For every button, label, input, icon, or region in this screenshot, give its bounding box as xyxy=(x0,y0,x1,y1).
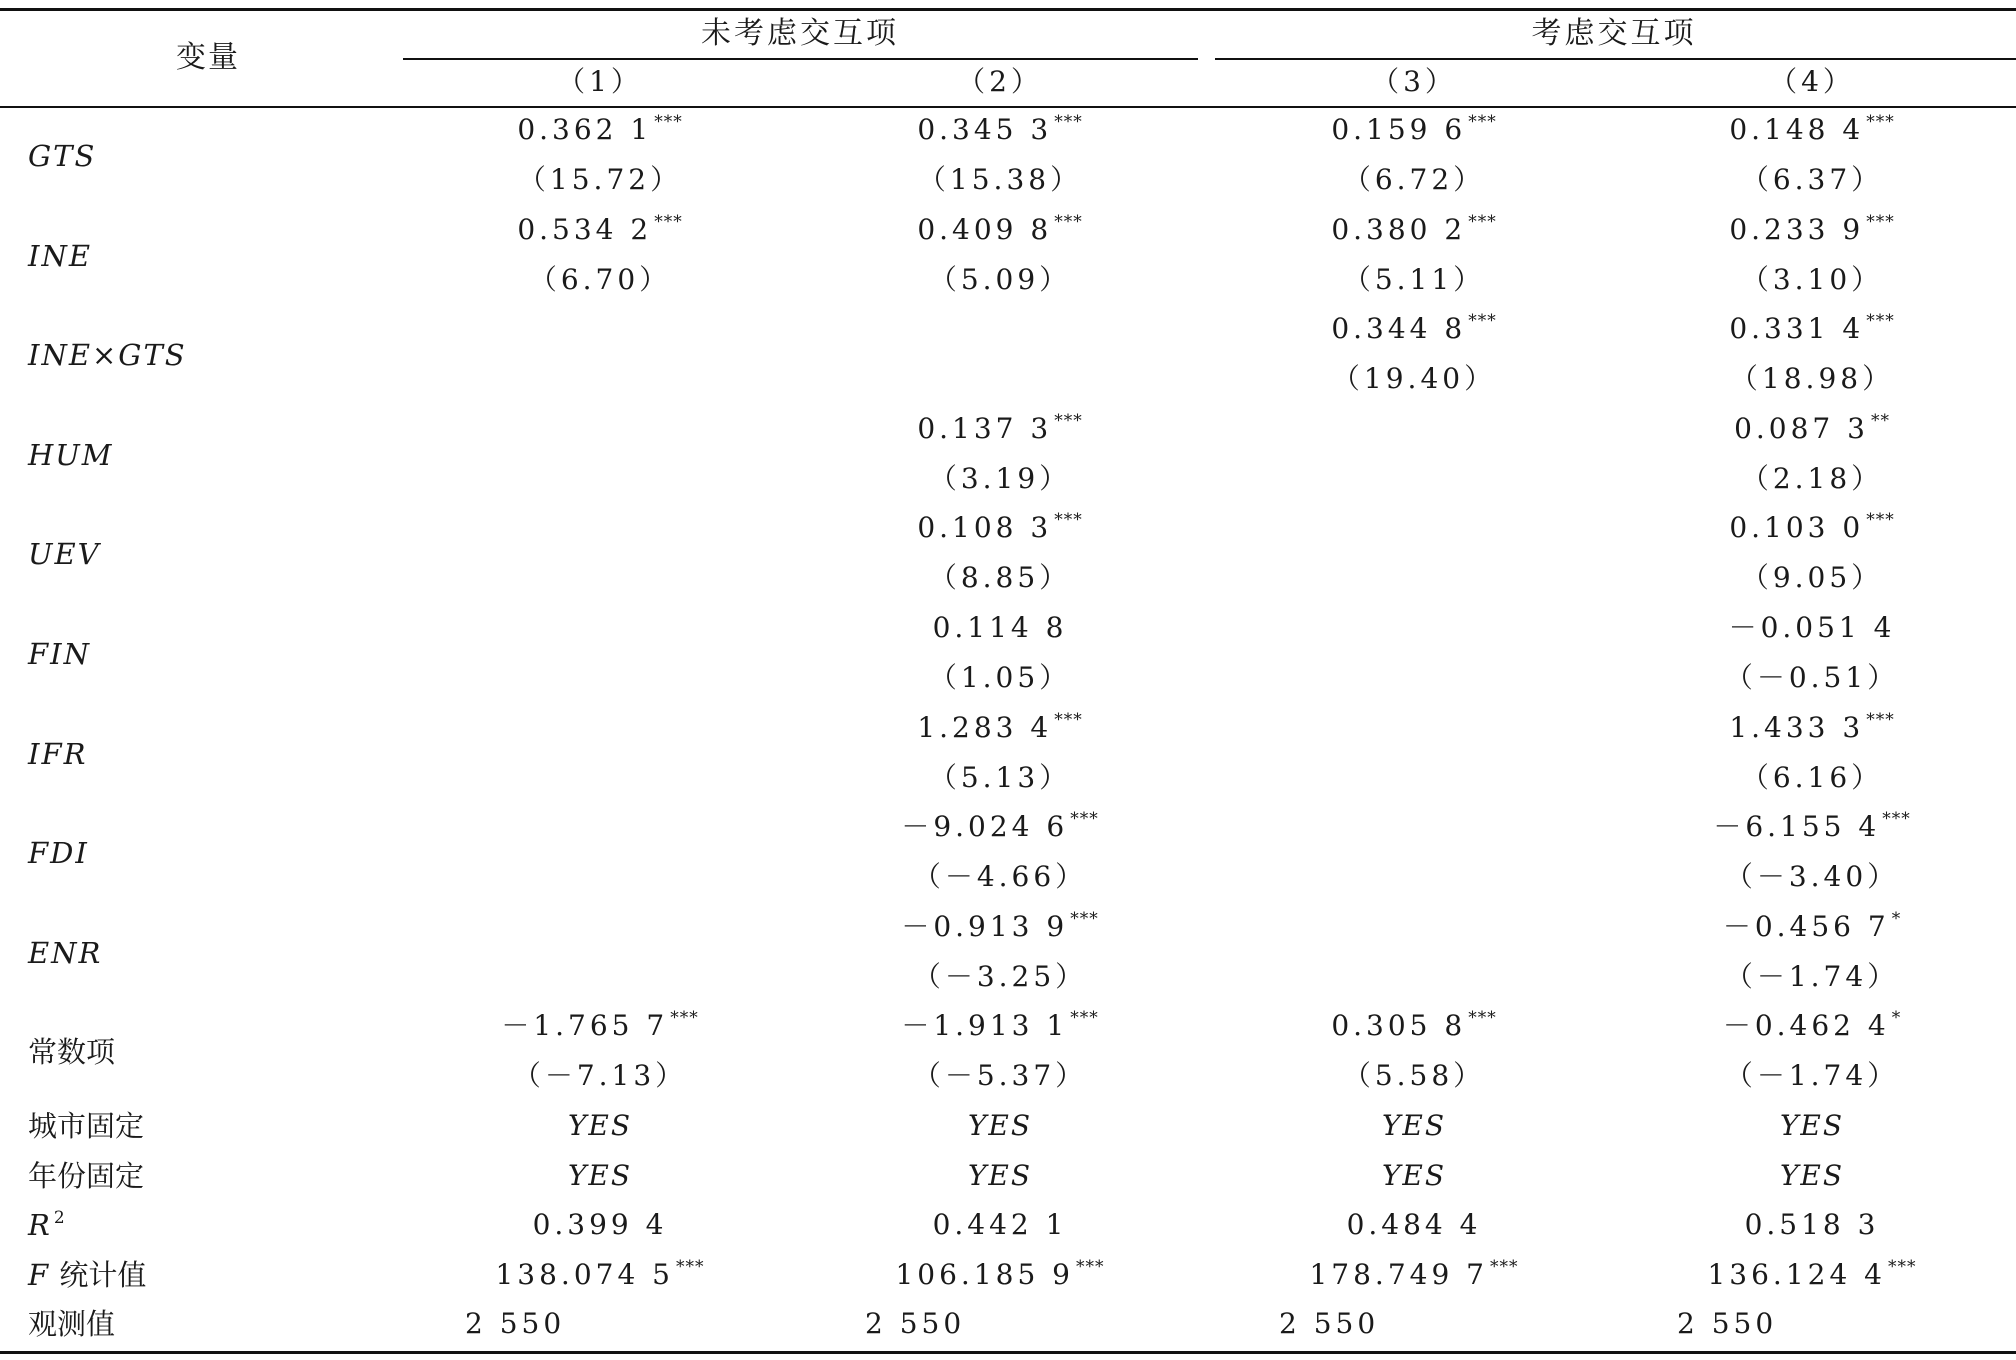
footer-label xyxy=(28,1257,146,1293)
t-stat-cell: （5.58） xyxy=(1342,1059,1486,1093)
significance-stars: *** xyxy=(1054,410,1083,431)
coef-value: 178.749 7 xyxy=(1309,1257,1489,1291)
t-stat-cell: （－7.13） xyxy=(512,1059,688,1093)
coef-cell xyxy=(1729,610,1896,646)
footer-value-cell xyxy=(1707,1257,1916,1297)
coef-value: －6.155 4 xyxy=(1713,810,1881,844)
significance-stars: *** xyxy=(1070,908,1099,929)
row-label: HUM xyxy=(28,437,114,472)
footer-value-cell: 0.399 4 xyxy=(532,1208,668,1241)
group2-underline xyxy=(1215,58,2016,60)
coef-value: 136.124 4 xyxy=(1707,1257,1887,1291)
t-stat-cell: （－0.51） xyxy=(1724,661,1900,694)
row-label: FIN xyxy=(28,637,91,671)
significance-stars: *** xyxy=(1054,211,1083,232)
row-label: ENR xyxy=(28,935,103,970)
coef-value: 0.345 3 xyxy=(917,113,1053,146)
footer-value-cell: YES xyxy=(1779,1109,1845,1142)
coef-cell xyxy=(917,710,1082,750)
significance-stars: *** xyxy=(670,1008,699,1029)
header-bottom-rule xyxy=(0,106,2016,108)
coef-value: 0.331 4 xyxy=(1729,312,1865,346)
t-stat-cell: （18.98） xyxy=(1729,362,1895,396)
coef-cell xyxy=(917,112,1082,152)
row-label: 常数项 xyxy=(28,1035,116,1070)
coef-cell xyxy=(1729,311,1894,351)
footer-value-cell: 2 550 xyxy=(1677,1307,1778,1340)
footer-label-text: 城市固定 xyxy=(28,1109,145,1143)
coef-value: 1.433 3 xyxy=(1729,710,1865,744)
significance-stars: *** xyxy=(1866,211,1895,232)
footer-value-cell: YES xyxy=(967,1158,1033,1192)
footer-label-text: 年份固定 xyxy=(28,1158,145,1193)
row-label: FDI xyxy=(28,836,89,871)
significance-stars: *** xyxy=(1468,211,1497,232)
significance-stars: *** xyxy=(1888,1256,1917,1277)
coef-value: 0.233 9 xyxy=(1729,212,1865,246)
coef-value: －0.462 4 xyxy=(1722,1009,1890,1043)
coef-value: －0.913 9 xyxy=(901,909,1069,943)
coef-cell xyxy=(1729,212,1894,252)
t-stat-cell: （5.09） xyxy=(928,262,1072,296)
t-stat-cell: （3.10） xyxy=(1740,262,1884,296)
footer-value-cell: 2 550 xyxy=(865,1307,966,1340)
coef-value: －0.051 4 xyxy=(1728,611,1896,644)
coef-cell xyxy=(1331,112,1496,152)
t-stat-cell: （－5.37） xyxy=(912,1059,1088,1093)
significance-stars: *** xyxy=(1054,112,1083,132)
coef-value: 0.148 4 xyxy=(1729,113,1865,146)
t-stat-cell: （－1.74） xyxy=(1724,959,1900,993)
t-stat-cell: （－1.74） xyxy=(1724,1059,1900,1093)
t-stat-cell: （－3.40） xyxy=(1724,860,1900,894)
t-stat-cell: （1.05） xyxy=(928,661,1072,694)
header-col-1: （1） xyxy=(557,65,643,98)
header-col-4: （4） xyxy=(1769,65,1855,98)
coef-cell xyxy=(1723,909,1901,949)
t-stat-cell: （5.11） xyxy=(1342,262,1486,296)
footer-label xyxy=(28,1108,144,1144)
footer-value-cell xyxy=(895,1257,1104,1297)
footer-label-sup: 2 xyxy=(53,1208,66,1228)
t-stat-cell: （6.72） xyxy=(1342,163,1486,196)
coef-value: 0.137 3 xyxy=(917,411,1053,445)
coef-cell xyxy=(501,1008,698,1048)
top-rule xyxy=(0,8,2016,11)
footer-value-cell: YES xyxy=(567,1158,633,1192)
row-label: GTS xyxy=(28,139,97,173)
row-label: INE xyxy=(28,238,92,273)
header-variable: 变量 xyxy=(176,40,240,75)
header-col-2: （2） xyxy=(957,65,1043,98)
footer-value-cell: YES xyxy=(1381,1109,1447,1142)
t-stat-cell: （19.40） xyxy=(1331,362,1497,396)
coef-cell xyxy=(901,909,1098,949)
t-stat-cell: （5.13） xyxy=(928,760,1072,794)
t-stat-cell: （6.70） xyxy=(528,262,672,296)
footer-value-cell: YES xyxy=(967,1109,1033,1142)
header-col-3: （3） xyxy=(1371,65,1457,98)
footer-value-cell: YES xyxy=(1779,1158,1845,1192)
significance-stars: *** xyxy=(1882,809,1911,830)
footer-label-text: 观测值 xyxy=(28,1307,116,1341)
coef-value: －1.765 7 xyxy=(501,1009,669,1043)
significance-stars: *** xyxy=(1866,112,1895,132)
coef-value: －1.913 1 xyxy=(901,1009,1069,1043)
group1-underline xyxy=(403,58,1198,60)
t-stat-cell: （3.19） xyxy=(928,461,1072,495)
footer-value-cell xyxy=(1309,1257,1518,1297)
significance-stars: *** xyxy=(1054,709,1083,730)
coef-cell xyxy=(1331,1008,1496,1048)
footer-label xyxy=(28,1207,66,1248)
footer-value-cell: 0.442 1 xyxy=(932,1208,1068,1241)
footer-value-cell: YES xyxy=(1381,1158,1447,1192)
row-label: UEV xyxy=(28,537,101,572)
significance-stars: *** xyxy=(1468,112,1497,132)
coef-value: 0.409 8 xyxy=(917,212,1053,246)
significance-stars: *** xyxy=(654,211,683,232)
coef-cell xyxy=(901,809,1098,849)
coef-value: 0.087 3 xyxy=(1734,411,1869,445)
coef-cell xyxy=(1729,510,1894,550)
t-stat-cell: （6.16） xyxy=(1740,760,1884,794)
coef-value: 1.283 4 xyxy=(917,710,1053,744)
significance-stars: *** xyxy=(1070,809,1099,830)
t-stat-cell: （15.38） xyxy=(917,163,1083,196)
coef-value: 0.114 8 xyxy=(932,611,1068,644)
row-label: IFR xyxy=(28,736,88,771)
coef-cell xyxy=(1331,311,1496,351)
footer-label xyxy=(28,1306,115,1342)
footer-value-cell: 2 550 xyxy=(1279,1307,1380,1340)
coef-cell xyxy=(1729,710,1894,750)
significance-stars: *** xyxy=(1076,1256,1105,1277)
coef-cell xyxy=(517,112,682,152)
t-stat-cell: （－4.66） xyxy=(912,860,1088,894)
t-stat-cell: （－3.25） xyxy=(912,959,1088,993)
t-stat-cell: （6.37） xyxy=(1740,163,1884,196)
coef-cell xyxy=(517,212,682,252)
coef-value: 0.344 8 xyxy=(1331,312,1467,346)
coef-value: －9.024 6 xyxy=(901,810,1069,844)
coef-value: 0.103 0 xyxy=(1729,511,1865,545)
significance-stars: *** xyxy=(654,112,683,132)
significance-stars: *** xyxy=(1490,1256,1519,1277)
significance-stars: *** xyxy=(1468,311,1497,332)
row-label: INE×GTS xyxy=(28,338,187,373)
significance-stars: *** xyxy=(1866,709,1895,730)
coef-value: 0.159 6 xyxy=(1331,113,1467,146)
coef-cell xyxy=(1331,212,1496,252)
header-group-2: 考虑交互项 xyxy=(1531,16,1697,51)
coef-value: 0.534 2 xyxy=(517,212,653,246)
significance-stars: *** xyxy=(1070,1008,1099,1029)
coef-cell xyxy=(1713,809,1910,849)
footer-value-cell xyxy=(495,1257,704,1297)
t-stat-cell: （15.72） xyxy=(517,163,683,196)
footer-value-cell: 0.484 4 xyxy=(1346,1208,1482,1241)
footer-label-text: R xyxy=(28,1208,52,1242)
significance-stars: *** xyxy=(1468,1008,1497,1029)
coef-cell xyxy=(917,212,1082,252)
coef-cell xyxy=(901,1008,1098,1048)
coef-value: 106.185 9 xyxy=(895,1257,1075,1291)
coef-value: 0.305 8 xyxy=(1331,1009,1467,1043)
header-group-1: 未考虑交互项 xyxy=(701,16,899,51)
coef-cell xyxy=(917,411,1082,451)
t-stat-cell: （9.05） xyxy=(1740,561,1884,595)
significance-stars: ** xyxy=(1870,410,1890,431)
coef-value: 0.380 2 xyxy=(1331,212,1467,246)
significance-stars: * xyxy=(1891,908,1902,929)
significance-stars: * xyxy=(1891,1008,1902,1029)
t-stat-cell: （8.85） xyxy=(928,561,1072,595)
coef-cell xyxy=(917,510,1082,550)
bottom-rule xyxy=(0,1351,2016,1354)
footer-value-cell: 0.518 3 xyxy=(1744,1208,1880,1241)
coef-cell xyxy=(1723,1008,1901,1048)
coef-cell xyxy=(1734,411,1890,451)
significance-stars: *** xyxy=(676,1256,705,1277)
coef-cell xyxy=(933,610,1068,646)
significance-stars: *** xyxy=(1866,311,1895,332)
footer-label-text: F xyxy=(28,1257,51,1292)
footer-label xyxy=(28,1158,144,1194)
footer-label-suffix: 统计值 xyxy=(50,1257,147,1292)
footer-value-cell: YES xyxy=(567,1109,633,1142)
significance-stars: *** xyxy=(1866,510,1895,531)
t-stat-cell: （2.18） xyxy=(1740,461,1884,495)
coef-value: 138.074 5 xyxy=(495,1257,675,1291)
coef-value: －0.456 7 xyxy=(1722,909,1890,943)
coef-value: 0.108 3 xyxy=(917,511,1053,545)
significance-stars: *** xyxy=(1054,510,1083,531)
coef-value: 0.362 1 xyxy=(517,113,653,146)
coef-cell xyxy=(1729,112,1894,152)
footer-value-cell: 2 550 xyxy=(465,1307,566,1340)
